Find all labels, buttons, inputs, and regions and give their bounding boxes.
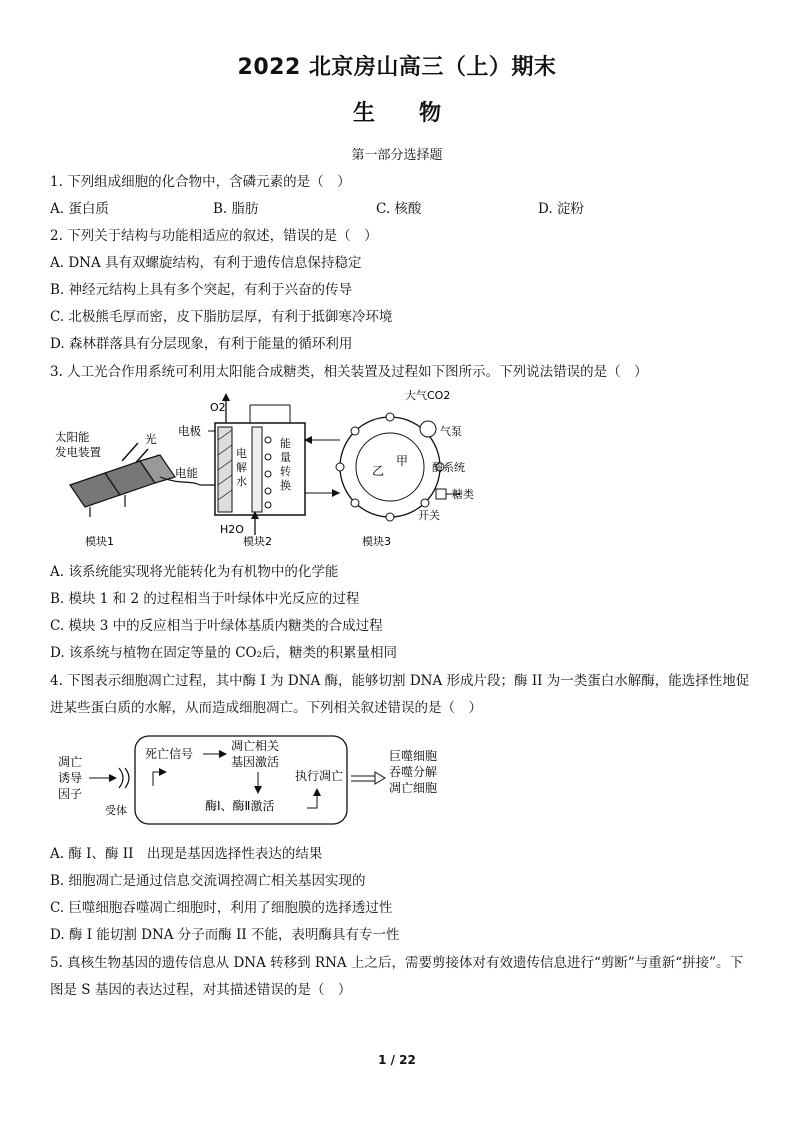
- q1-option-a: A. 蛋白质: [50, 201, 109, 217]
- q3-figure-artificial-photosynthesis: [50, 385, 480, 555]
- h2o-label: H2O: [220, 523, 244, 536]
- q3-option-c: C. 模块 3 中的反应相当于叶绿体基质内糖类的合成过程: [50, 618, 383, 634]
- q3-stem: 3. 人工光合作用系统可利用太阳能合成糖类，相关装置及过程如下图所示。下列说法错误的是（ ）: [50, 364, 648, 380]
- q2-option-a: A. DNA 具有双螺旋结构，有利于遗传信息保持稳定: [50, 255, 362, 271]
- module3-inner: [356, 433, 424, 501]
- pump-icon: [420, 421, 436, 437]
- electrolysis-char-3: 水: [236, 475, 247, 488]
- conversion-char-3: 转: [280, 465, 291, 478]
- q4-option-b: B. 细胞凋亡是通过信息交流调控凋亡相关基因实现的: [50, 873, 366, 889]
- module2-label: 模块2: [243, 535, 272, 548]
- electrode-plate: [218, 427, 232, 512]
- q2-option-c: C. 北极熊毛厚而密，皮下脂肪层厚，有利于抵御寒冷环境: [50, 309, 393, 325]
- sugar-label: 糖类: [452, 488, 474, 501]
- electrolysis-char-1: 电: [236, 447, 247, 460]
- q3-option-d: D. 该系统与植物在固定等量的 CO₂后，糖类的积累量相同: [50, 645, 398, 661]
- execute-label: 执行凋亡: [295, 769, 344, 783]
- q5-stem-line1: 5. 真核生物基因的遗传信息从 DNA 转移到 RNA 上之后，需要剪接体对有效遗传信息进行“剪断”与重新“拼接”。下: [50, 955, 744, 971]
- q1-option-c: C. 核酸: [376, 201, 422, 217]
- section-heading: 第一部分选择题: [351, 148, 443, 163]
- macrophage-2: 吞噬分解: [389, 765, 438, 779]
- page-number: 1 / 22: [378, 1053, 416, 1067]
- pump-label: 气泵: [440, 425, 462, 438]
- enzyme-activate: 酶Ⅰ、酶Ⅱ激活: [205, 799, 275, 813]
- q2-option-b: B. 神经元结构上具有多个突起，有利于兴奋的传导: [50, 282, 353, 298]
- switch-icon: [436, 489, 446, 499]
- enzyme-label: 酶系统: [432, 461, 465, 474]
- q2-option-d: D. 森林群落具有分层现象，有利于能量的循环利用: [50, 336, 353, 352]
- membrane: [252, 427, 262, 512]
- inducer-2: 诱导: [58, 771, 83, 785]
- jia-label: 甲: [396, 454, 409, 468]
- co2-label: 大气CO2: [405, 389, 451, 402]
- macrophage-1: 巨噬细胞: [389, 749, 438, 763]
- module1-label: 模块1: [85, 535, 114, 548]
- macrophage-3: 凋亡细胞: [389, 781, 438, 795]
- electrolysis-char-2: 解: [236, 461, 247, 474]
- conversion-char-4: 换: [280, 479, 291, 492]
- o2-label: O2: [210, 401, 226, 414]
- q4-stem-line1: 4. 下图表示细胞凋亡过程，其中酶 I 为 DNA 酶，能够切割 DNA 形成片段；酶 II 为一类蛋白水解酶，能选择性地促: [50, 673, 750, 689]
- solar-label-1: 太阳能: [55, 430, 90, 444]
- electricity-label: 电能: [175, 466, 198, 480]
- electrode-label: 电极: [178, 424, 201, 438]
- q5-stem-line2: 图是 S 基因的表达过程，对其描述错误的是（ ）: [50, 982, 352, 998]
- conversion-char-2: 量: [280, 451, 291, 464]
- switch-label: 开关: [418, 509, 440, 522]
- q1-option-b: B. 脂肪: [213, 201, 259, 217]
- gene-activate-2: 基因激活: [231, 755, 280, 769]
- q1-stem: 1. 下列组成细胞的化合物中，含磷元素的是（ ）: [50, 174, 351, 190]
- receptor-shape: [119, 768, 123, 788]
- q4-option-a: A. 酶 I、酶 II 出现是基因选择性表达的结果: [50, 846, 323, 862]
- exam-title: 2022 北京房山高三（上）期末: [237, 55, 557, 80]
- conversion-char-1: 能: [280, 437, 291, 450]
- inducer-3: 因子: [58, 787, 83, 801]
- module3-label: 模块3: [362, 535, 391, 548]
- gene-activate-1: 凋亡相关: [231, 739, 280, 753]
- q3-option-a: A. 该系统能实现将光能转化为有机物中的化学能: [50, 564, 339, 580]
- q1-option-d: D. 淀粉: [538, 201, 584, 217]
- inducer-1: 凋亡: [58, 755, 83, 769]
- q4-option-d: D. 酶 I 能切割 DNA 分子而酶 II 不能，表明酶具有专一性: [50, 927, 400, 943]
- q2-stem: 2. 下列关于结构与功能相适应的叙述，错误的是（ ）: [50, 228, 378, 244]
- solar-label-2: 发电装置: [55, 445, 101, 459]
- yi-label: 乙: [372, 464, 385, 478]
- q3-option-b: B. 模块 1 和 2 的过程相当于叶绿体中光反应的过程: [50, 591, 360, 607]
- q4-option-c: C. 巨噬细胞吞噬凋亡细胞时，利用了细胞膜的选择透过性: [50, 900, 393, 916]
- death-signal: 死亡信号: [145, 747, 194, 761]
- subject-title: 生 物: [352, 101, 441, 126]
- light-label: 光: [145, 432, 157, 446]
- q4-figure-apoptosis: [55, 728, 455, 833]
- solar-panels: [70, 455, 175, 517]
- receptor-label: 受体: [105, 804, 127, 817]
- q4-stem-line2: 进某些蛋白质的水解，从而造成细胞凋亡。下列相关叙述错误的是（ ）: [50, 700, 482, 716]
